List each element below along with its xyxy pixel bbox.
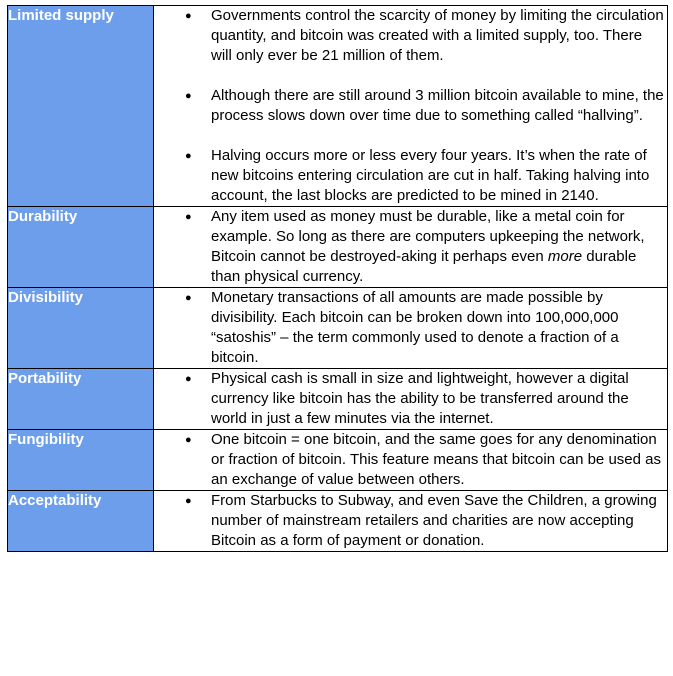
bullet-list [154,288,667,368]
bullet-item: ● Monetary transactions of all amounts are made possible by divisibility. Each bitcoin can be broken down into 100,000,000 “satoshis” – the term commonly used to denote a fraction of a bitcoin. [154,288,667,368]
bullet-list [154,207,667,287]
table-row [8,491,668,552]
bullet-item [154,207,667,287]
row-label-acceptability: Acceptability [8,491,154,552]
bullet-item: ● One bitcoin = one bitcoin, and the same goes for any denomination or fraction of bitcoin. This feature means that bitcoin can be used as an exchange of value between others. [154,430,667,490]
row-content [154,491,668,552]
bullet-item: ● Halving occurs more or less every four years. It’s when the rate of new bitcoins entering circulation are cut in half. Taking halving into account, the last blocks are predicted to be mined in 2140. [154,146,667,206]
bullet-item: ● From Starbucks to Subway, and even Save the Children, a growing number of mainstream retailers and charities are now accepting Bitcoin as a form of payment or donation. [154,491,667,551]
bullet-text: durable than physical currency. [211,248,637,285]
row-label-portability: Portability [8,369,154,430]
bullet-list [154,369,667,429]
bullet-item: ● Although there are still around 3 million bitcoin available to mine, the process slows down over time due to something called “hallving”. [154,86,667,126]
bitcoin-properties-table [7,5,668,552]
bullet-list [154,491,667,551]
table-row [8,6,668,207]
row-content [154,430,668,491]
row-content [154,369,668,430]
bullet-item: ● Governments control the scarcity of money by limiting the circulation quantity, and bitcoin was created with a limited supply, too. There will only ever be 21 million of them. [154,6,667,66]
row-label-fungibility: Fungibility [8,430,154,491]
row-content [154,288,668,369]
row-label-limited-supply: Limited supply [8,6,154,207]
bullet-list [154,430,667,490]
row-label-divisibility: Divisibility [8,288,154,369]
table-row [8,288,668,369]
bullet-text: Any item used as money must be durable, like a metal coin for example. So long as there are computers upkeeping the network, Bitcoin cannot be destroyed-aking it perhaps even [211,208,645,265]
row-label-durability: Durability [8,207,154,288]
table-row [8,207,668,288]
bullet-list [154,6,667,206]
row-content [154,207,668,288]
bullet-item: ● Physical cash is small in size and lightweight, however a digital currency like bitcoin has the ability to be transferred around the world in just a few minutes via the internet. [154,369,667,429]
row-content [154,6,668,207]
table-row [8,369,668,430]
table-row [8,430,668,491]
bullet-emphasis: more [547,248,583,265]
